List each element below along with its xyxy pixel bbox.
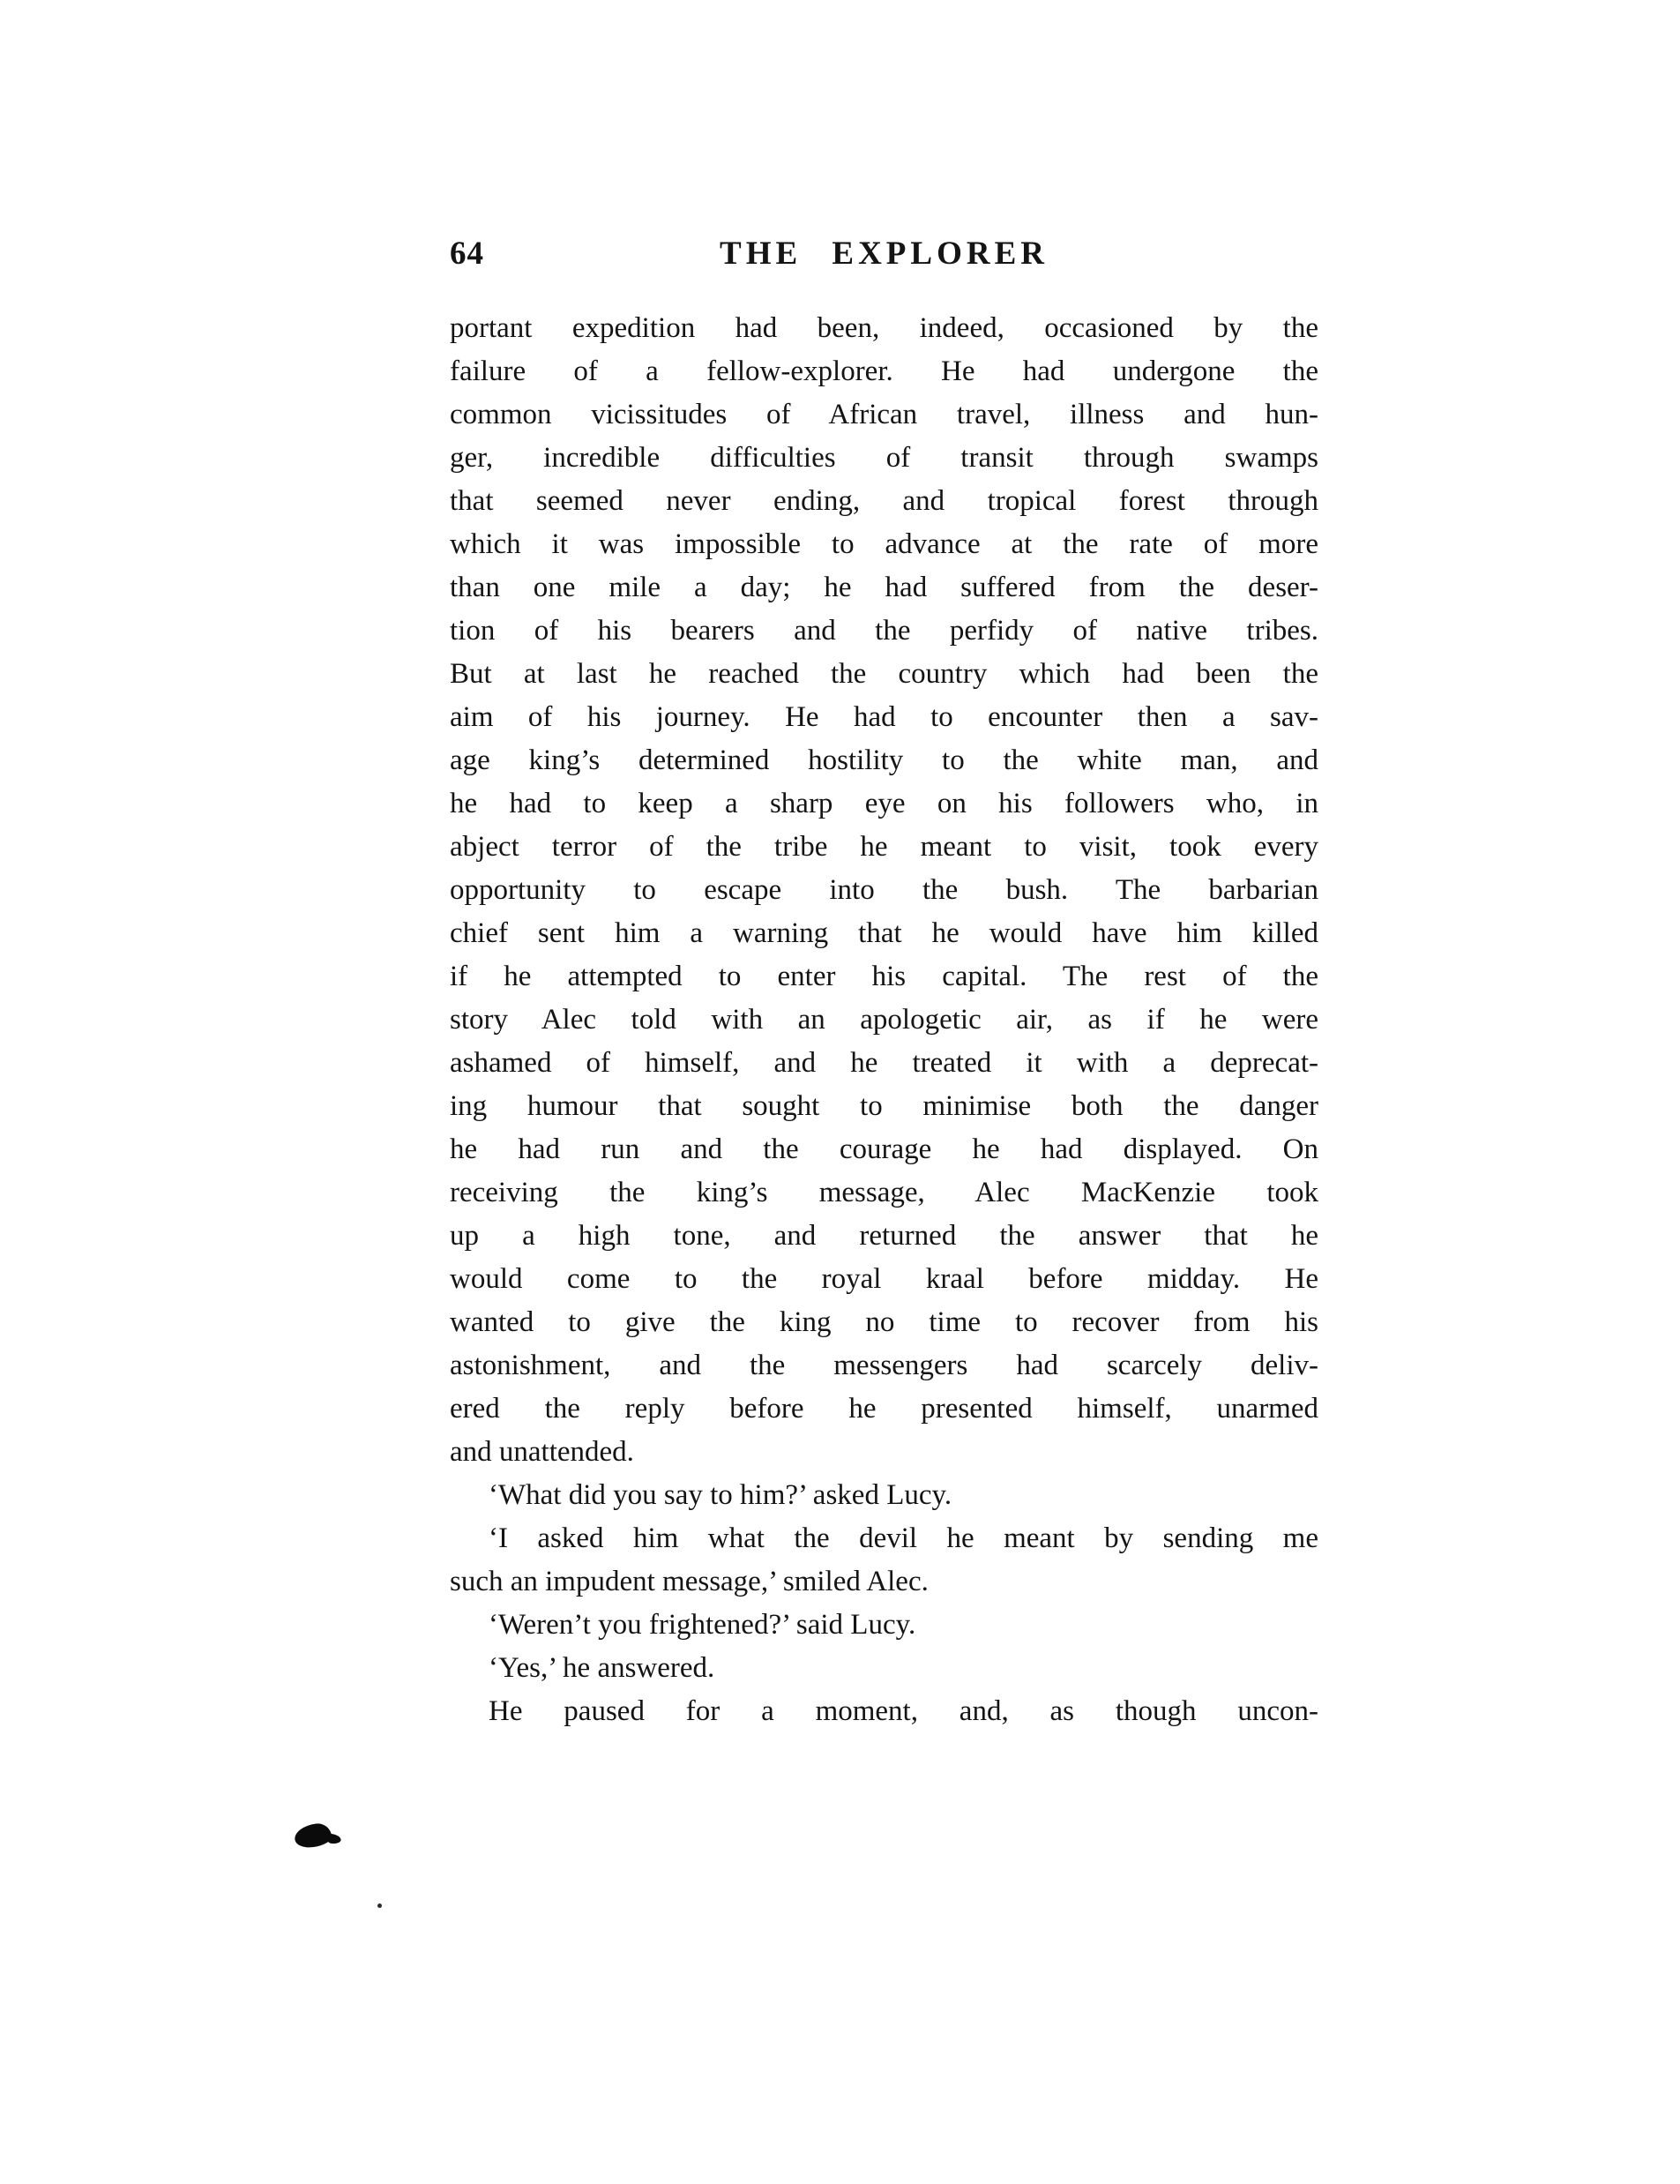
text-line: tion of his bearers and the perfidy of native tribes. xyxy=(450,615,1318,647)
text-line: aim of his journey. He had to encounter then a sav- xyxy=(450,701,1318,733)
text-line: he had run and the courage he had displayed. On xyxy=(450,1133,1318,1165)
text-line: wanted to give the king no time to recover from his xyxy=(450,1306,1318,1338)
text-line: opportunity to escape into the bush. The barbarian xyxy=(450,874,1318,906)
text-line: ered the reply before he presented himself, unarmed xyxy=(450,1393,1318,1425)
text-line: which it was impossible to advance at the rate of more xyxy=(450,528,1318,560)
ink-dot-artifact xyxy=(377,1904,382,1908)
text-line: he had to keep a sharp eye on his followers who, in xyxy=(450,788,1318,819)
text-line: astonishment, and the messengers had scarcely deliv- xyxy=(450,1350,1318,1381)
text-line: chief sent him a warning that he would have him killed xyxy=(450,917,1318,949)
page-header xyxy=(450,235,1318,279)
text-line: ‘I asked him what the devil he meant by sending me xyxy=(489,1522,1318,1554)
text-line: story Alec told with an apologetic air, as if he were xyxy=(450,1004,1318,1036)
text-line: He paused for a moment, and, as though uncon- xyxy=(489,1695,1318,1727)
text-line: portant expedition had been, indeed, occasioned by the xyxy=(450,312,1318,344)
text-line: up a high tone, and returned the answer that he xyxy=(450,1220,1318,1252)
text-line: ger, incredible difficulties of transit through swamps xyxy=(450,442,1318,474)
running-title: THE EXPLORER xyxy=(720,236,1049,272)
text-line: But at last he reached the country which had been the xyxy=(450,658,1318,690)
text-line: receiving the king’s message, Alec MacKenzie took xyxy=(450,1177,1318,1208)
text-line: ing humour that sought to minimise both the danger xyxy=(450,1090,1318,1122)
text-line: would come to the royal kraal before midday. He xyxy=(450,1263,1318,1295)
text-line: ‘Yes,’ he answered. xyxy=(489,1652,715,1684)
text-line: such an impudent message,’ smiled Alec. xyxy=(450,1566,929,1597)
text-line: if he attempted to enter his capital. The rest of the xyxy=(450,961,1318,992)
text-line: ashamed of himself, and he treated it with a deprecat- xyxy=(450,1047,1318,1079)
body-lines xyxy=(450,307,1318,1733)
text-line: ‘What did you say to him?’ asked Lucy. xyxy=(489,1479,952,1511)
text-line: ‘Weren’t you frightened?’ said Lucy. xyxy=(489,1609,916,1641)
text-line: than one mile a day; he had suffered from the deser- xyxy=(450,572,1318,603)
text-line: age king’s determined hostility to the white man, and xyxy=(450,744,1318,776)
text-line: common vicissitudes of African travel, illness and hun- xyxy=(450,399,1318,430)
text-line: and unattended. xyxy=(450,1436,634,1468)
text-line: that seemed never ending, and tropical forest through xyxy=(450,485,1318,517)
text-line: failure of a fellow-explorer. He had undergone the xyxy=(450,355,1318,387)
text-line: abject terror of the tribe he meant to visit, took every xyxy=(450,831,1318,863)
text-block xyxy=(450,235,1318,1733)
page-number: 64 xyxy=(450,236,484,272)
ink-blot-artifact xyxy=(294,1822,333,1850)
